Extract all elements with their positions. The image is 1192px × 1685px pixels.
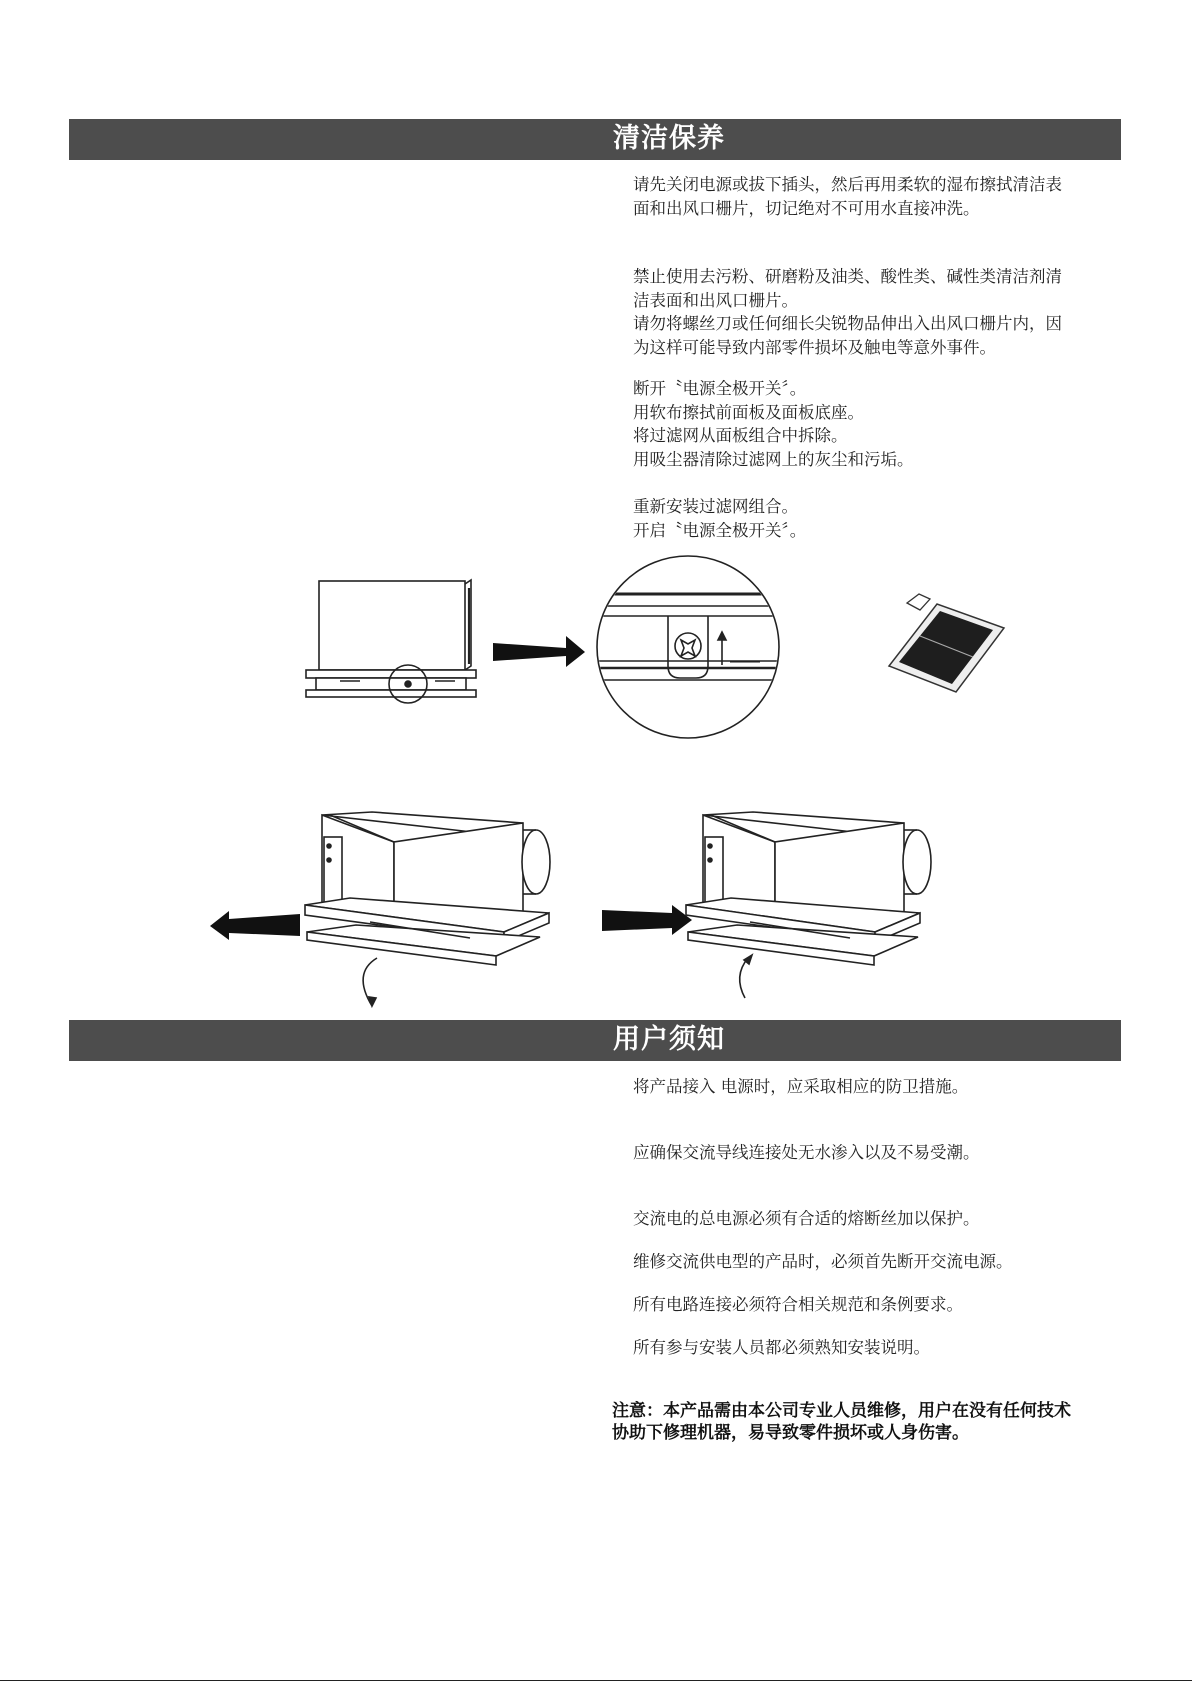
text-line: 请先关闭电源或拔下插头，然后再用柔软的湿布擦拭清洁表	[633, 175, 1062, 194]
notice-item: 所有电路连接必须符合相关规范和条例要求。	[633, 1295, 963, 1314]
notice-item: 维修交流供电型的产品时，必须首先断开交流电源。	[633, 1252, 1013, 1271]
notice-item: 所有参与安装人员都必须熟知安装说明。	[633, 1338, 930, 1357]
step-line: 重新安装过滤网组合。	[633, 497, 798, 516]
warning-line: 协助下修理机器，易导致零件损坏或人身伤害。	[612, 1423, 969, 1443]
notice-item: 交流电的总电源必须有合适的熔断丝加以保护。	[633, 1209, 980, 1228]
step-line: 用吸尘器清除过滤网上的灰尘和污垢。	[633, 449, 914, 469]
section-header-notice	[69, 1020, 1121, 1061]
notice-item: 将产品接入 电源时，应采取相应的防卫措施。	[633, 1077, 969, 1096]
warning-note	[612, 1400, 1112, 1444]
text-line: 请勿将螺丝刀或任何细长尖锐物品伸出入出风口栅片内，因	[633, 314, 1062, 333]
bottom-rule	[0, 1680, 1192, 1681]
section-title-cleaning: 清洁保养	[613, 123, 725, 154]
filter-net-illustration	[889, 594, 1004, 692]
section-title-notice: 用户须知	[613, 1024, 725, 1055]
unit-panel-remove-illustration	[305, 812, 550, 1006]
text-line: 面和出风口栅片，切记绝对不可用水直接冲洗。	[633, 198, 980, 218]
unit-front-view-illustration	[306, 580, 476, 703]
step-line: 用软布擦拭前面板及面板底座。	[633, 402, 864, 422]
text-line: 洁表面和出风口栅片。	[633, 290, 798, 310]
step-line: 将过滤网从面板组合中拆除。	[633, 426, 848, 445]
arrow-left-icon	[210, 911, 300, 940]
step-line: 开启〝电源全极开关〞。	[633, 520, 807, 540]
text-line: 禁止使用去污粉、研磨粉及油类、酸性类、碱性类清洁剂清	[633, 267, 1062, 286]
warning-line: 注意：本产品需由本公司专业人员维修，用户在没有任何技术	[612, 1401, 1071, 1421]
arrow-right-2-icon	[602, 905, 692, 935]
text-line: 为这样可能导致内部零件损坏及触电等意外事件。	[633, 337, 996, 357]
step-line: 断开〝电源全极开关〞。	[633, 379, 807, 398]
unit-panel-install-illustration	[686, 812, 931, 998]
screw-detail-zoom-illustration	[590, 556, 790, 738]
notice-item: 应确保交流导线连接处无水渗入以及不易受潮。	[633, 1143, 980, 1162]
arrow-right-icon	[493, 636, 585, 667]
